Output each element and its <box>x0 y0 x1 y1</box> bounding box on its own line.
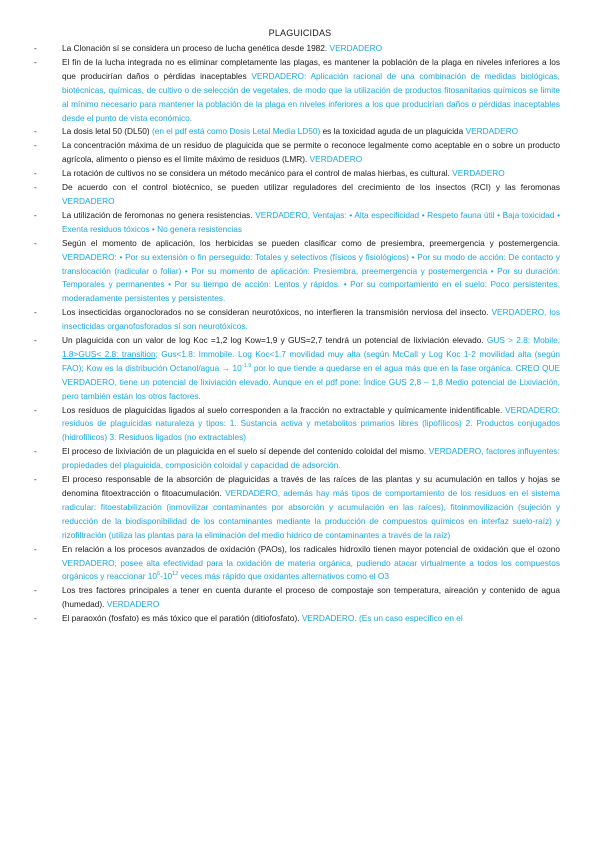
answer-text: VERDADERO, Ventajas: • Alta especificidad • Respeto fauna útil • Baja toxicidad • Exenta residuos tóxicos • No genera resistencias <box>62 209 560 234</box>
statement-text <box>62 167 560 181</box>
bullet-dash: - <box>34 404 37 415</box>
statement-text <box>62 56 560 126</box>
answer-text: 6 <box>157 571 161 578</box>
bullet-dash: - <box>34 543 37 554</box>
list-item <box>34 125 560 139</box>
answer-text: VERDADERO <box>465 126 519 137</box>
question-text: El paraoxón (fosfato) es más tóxico que el paratión (ditiofosfato). <box>62 613 302 624</box>
answer-text: 1.8>GUS< 2.8: transition <box>62 348 156 359</box>
list-item <box>34 404 560 446</box>
list-item <box>34 237 560 307</box>
answer-text: (en el pdf está como Dosis Letal Media LD50) <box>151 126 321 137</box>
answer-text: -1.9 <box>241 363 252 370</box>
answer-text: -10 <box>160 571 173 582</box>
statement-list <box>34 42 560 626</box>
bullet-dash: - <box>34 613 37 624</box>
question-text: El proceso responsable de la absorción de plaguicidas a través de las raíces de las plantas y su acumulación en tallos y hojas se denomina fitoextracción o fitoacumulación. <box>62 474 560 498</box>
bullet-dash: - <box>34 474 37 485</box>
answer-text: VERDADERO <box>329 43 383 53</box>
statement-text <box>62 125 560 139</box>
answer-text: por lo que tiende a quedarse en el agua más que en la fase orgánica. CREO QUE VERDADERO, tiene un potencial de lixiviación elevado. Aunque en el pdf pone: Índice GUS 2,8 – 1,8 Medio potencial de Lixiviación, pero también están los otros factores. <box>62 362 560 401</box>
list-item <box>34 42 560 56</box>
bullet-dash: - <box>34 43 37 53</box>
answer-text: ; Gus<1.8: Immobile. Log Koc<1.7 movilidad muy alta (según McCall y Log Koc 1-2 movilidad alta (según FAO); Kow es la distribución Octanol/agua → 10 <box>62 348 560 373</box>
list-item <box>34 181 560 209</box>
statement-text <box>62 306 560 334</box>
list-item <box>34 56 560 126</box>
question-text: Los residuos de plaguicidas ligados al suelo corresponden a la fracción no extractable y químicamente inidentificable. <box>62 404 506 415</box>
statement-text <box>62 473 560 543</box>
answer-text: VERDADERO <box>452 168 505 179</box>
bullet-dash: - <box>34 335 37 346</box>
list-item <box>34 209 560 237</box>
bullet-dash: - <box>34 56 37 67</box>
answer-text: VERDADERO: Aplicación racional de una combinación de medidas biológicas, biotécnicas, químicas, de cultivo o de selección de vegetales, de modo que la utilización de productos fitosanitarios químicos se limite al mínimo necesario para mantener la población de la plaga en niveles inferiores a los que producirían daños o pérdidas inaceptables desde el punto de vista económico. <box>62 70 560 123</box>
question-text: El fin de la lucha integrada no es eliminar completamente las plagas, es mantener la población de la plaga en niveles inferiores a los que producirían daños o pérdidas inaceptables <box>62 56 560 81</box>
list-item <box>34 334 560 404</box>
answer-text: VERDADERO, además hay más tipos de comportamiento de los residuos en el sistema radicular: fitoestabilización (inmovilizar contaminantes por absorción y acumulación en las raíces), fitoinmovilización (sujeción y reducción de la biodisponibilidad de los contaminantes mediante la producción de compuestos químicos en interfaz suelo-raíz) y rizofiltración (utiliza las plantas para la eliminación del medio hídrico de contaminantes a través de la raíz) <box>62 488 560 540</box>
bullet-dash: - <box>34 237 37 248</box>
list-item <box>34 473 560 543</box>
question-text: Según el momento de aplicación, los herbicidas se pueden clasificar como de presiembra, preemergencia y postemergencia. <box>62 237 560 248</box>
question-text: La Clonación sí se considera un proceso de lucha genética desde 1982. <box>62 43 330 53</box>
statement-text <box>62 543 560 585</box>
answer-text: VERDADERO <box>62 195 115 206</box>
bullet-dash: - <box>34 140 37 151</box>
question-text: De acuerdo con el control biotécnico, se pueden utilizar reguladores del crecimiento de los insectos (RCI) y las feromonas <box>62 182 560 193</box>
question-text: Los insecticidas organoclorados no se consideran neurotóxicos, no interfieren la transmisión nerviosa del insecto. <box>62 307 492 318</box>
statement-text <box>62 209 560 237</box>
question-text: La concentración máxima de un residuo de plaguicida que se permite o reconoce legalmente como aceptable en o sobre un producto agrícola, alimento o pienso es el límite máximo de residuos (LMR). <box>62 140 560 165</box>
list-item <box>34 612 560 626</box>
answer-text: VERDADERO: residuos de plaguicidas naturaleza y tipos: 1. Sustancia activa y metabolitos primarios libres (lipofílicos) 2. Productos conjugados (hidrofílicos) 3. Residuos ligados (no extractables) <box>62 404 560 443</box>
statement-text <box>62 334 560 404</box>
question-text: es la toxicidad aguda de un plaguicida <box>320 126 466 137</box>
statement-text <box>62 445 560 473</box>
question-text: La rotación de cultivos no se considera un método mecánico para el control de malas hierbas, es cultural. <box>62 168 453 179</box>
answer-text: VERDADERO, posee alta efectividad para la oxidación de materia orgánica, pudiendo atacar virtualmente a todos los compuestos orgánicos y reaccionar 10 <box>62 557 560 582</box>
answer-text: 12 <box>172 571 179 578</box>
bullet-dash: - <box>34 585 37 596</box>
answer-text: VERDADERO. (Es un caso específico en el <box>301 613 463 624</box>
list-item <box>34 584 560 612</box>
statement-text <box>62 404 560 446</box>
bullet-dash: - <box>34 307 37 318</box>
bullet-dash: - <box>34 182 37 193</box>
question-text: El proceso de lixiviación de un plaguicida en el suelo sí depende del contenido coloidal del mismo. <box>62 446 429 457</box>
page-title: PLAGUICIDAS <box>268 28 332 38</box>
answer-text: VERDADERO <box>309 154 363 165</box>
answer-text: veces más rápido que oxidantes alternativos como el O3 <box>178 571 389 582</box>
statement-text <box>62 181 560 209</box>
question-text: Un plaguicida con un valor de log Koc =1,2 log Kow=1,9 y GUS=2,7 tendrá un potencial de lixiviación elevado. <box>62 335 487 346</box>
question-text: Los tres factores principales a tener en cuenta durante el proceso de compostaje son temperatura, aireación y contenido de agua (humedad). <box>62 585 560 610</box>
answer-text: VERDADERO <box>106 599 160 610</box>
statement-text <box>62 139 560 167</box>
list-item <box>34 167 560 181</box>
statement-text <box>62 612 560 626</box>
answer-text: VERDADERO, los insecticidas organofosforados sí son neurotóxicos. <box>62 307 560 332</box>
list-item <box>34 445 560 473</box>
statement-text <box>62 237 560 307</box>
bullet-dash: - <box>34 209 37 220</box>
list-item <box>34 543 560 585</box>
bullet-dash: - <box>34 446 37 457</box>
question-text: En relación a los procesos avanzados de oxidación (PAOs), los radicales hidroxilo tienen mayor potencial de oxidación que el ozono <box>62 543 560 554</box>
answer-text: GUS > 2.8: Mobile; <box>486 335 560 346</box>
list-item <box>34 306 560 334</box>
statement-text <box>62 584 560 612</box>
bullet-dash: - <box>34 168 37 179</box>
bullet-dash: - <box>34 126 37 137</box>
answer-text: VERDADERO, factores influyentes: propiedades del plaguicida, composición coloidal y capacidad de adsorción. <box>62 446 560 471</box>
question-text: La utilización de feromonas no genera resistencias. <box>62 209 256 220</box>
list-item <box>34 139 560 167</box>
answer-text: VERDADERO: • Por su extensión o fin perseguido: Totales y selectivos (físicos y fisiológicos) • Por su modo de acción: De contacto y translocación (radicular o foliar) • Por su momento de aplicación: Presiembra, preemergencia y postemergencia • Por su duración: Temporales y permanentes • Por su tiempo de acción: Lentos y rápidos. • Por su comportamiento en el suelo: Poco persistentes, moderadamente persistentes y persistentes. <box>62 251 560 304</box>
statement-text <box>62 42 560 56</box>
question-text: La dosis letal 50 (DL50) <box>62 126 152 137</box>
